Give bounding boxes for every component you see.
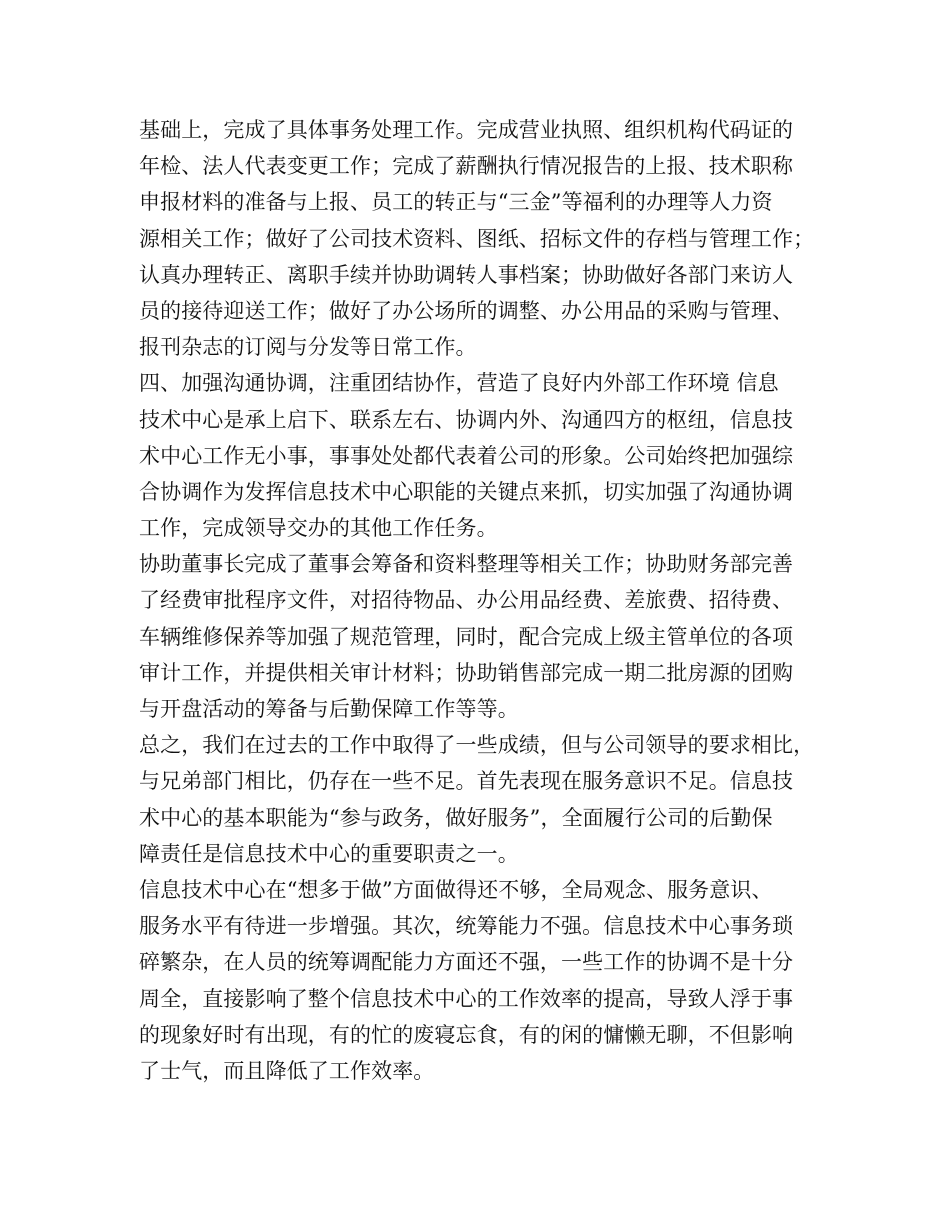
text-line: 工作，完成领导交办的其他工作任务。 <box>139 516 498 541</box>
text-line: 合协调作为发挥信息技术中心职能的关键点来抓，切实加强了沟通协调 <box>139 479 794 504</box>
text-line: 认真办理转正、离职手续并协助调转人事档案；协助做好各部门来访人 <box>139 262 794 287</box>
section-heading-line: 四、加强沟通协调，注重团结协作，营造了良好内外部工作环境 信息 <box>139 371 779 396</box>
text-line: 周全，直接影响了整个信息技术中心的工作效率的提高，导致人浮于事 <box>139 986 794 1011</box>
text-line: 车辆维修保养等加强了规范管理，同时，配合完成上级主管单位的各项 <box>139 624 794 649</box>
text-line: 总之，我们在过去的工作中取得了一些成绩，但与公司领导的要求相比， <box>139 733 815 758</box>
document-body <box>139 112 819 1089</box>
text-line: 信息技术中心在“想多于做”方面做得还不够，全局观念、服务意识、 <box>139 877 773 902</box>
text-line: 年检、法人代表变更工作；完成了薪酬执行情况报告的上报、技术职称 <box>139 154 794 179</box>
text-line: 源相关工作；做好了公司技术资料、图纸、招标文件的存档与管理工作； <box>139 226 815 251</box>
text-line: 的现象好时有出现，有的忙的废寝忘食，有的闲的慵懒无聊，不但影响 <box>139 1022 794 1047</box>
text-line: 了经费审批程序文件，对招待物品、办公用品经费、差旅费、招待费、 <box>139 588 794 613</box>
text-line: 与兄弟部门相比，仍存在一些不足。首先表现在服务意识不足。信息技 <box>139 769 794 794</box>
text-line: 审计工作，并提供相关审计材料；协助销售部完成一期二批房源的团购 <box>139 660 794 685</box>
text-line: 员的接待迎送工作；做好了办公场所的调整、办公用品的采购与管理、 <box>139 298 794 323</box>
text-line: 术中心工作无小事，事事处处都代表着公司的形象。公司始终把加强综 <box>139 443 794 468</box>
text-line: 协助董事长完成了董事会筹备和资料整理等相关工作；协助财务部完善 <box>139 552 794 577</box>
text-line: 服务水平有待进一步增强。其次，统筹能力不强。信息技术中心事务琐 <box>139 914 794 939</box>
text-line: 报刊杂志的订阅与分发等日常工作。 <box>139 335 477 360</box>
text-line: 与开盘活动的筹备与后勤保障工作等等。 <box>139 697 519 721</box>
text-line: 申报材料的准备与上报、员工的转正与“三金”等福利的办理等人力资 <box>139 190 773 215</box>
text-line: 基础上，完成了具体事务处理工作。完成营业执照、组织机构代码证的 <box>139 118 794 142</box>
text-line: 技术中心是承上启下、联系左右、协调内外、沟通四方的枢纽，信息技 <box>139 407 794 432</box>
text-line: 术中心的基本职能为“参与政务，做好服务”，全面履行公司的后勤保 <box>139 805 773 830</box>
text-line: 碎繁杂，在人员的统筹调配能力方面还不强，一些工作的协调不是十分 <box>139 950 794 975</box>
text-line: 障责任是信息技术中心的重要职责之一。 <box>139 841 519 866</box>
text-line: 了士气，而且降低了工作效率。 <box>139 1058 435 1083</box>
